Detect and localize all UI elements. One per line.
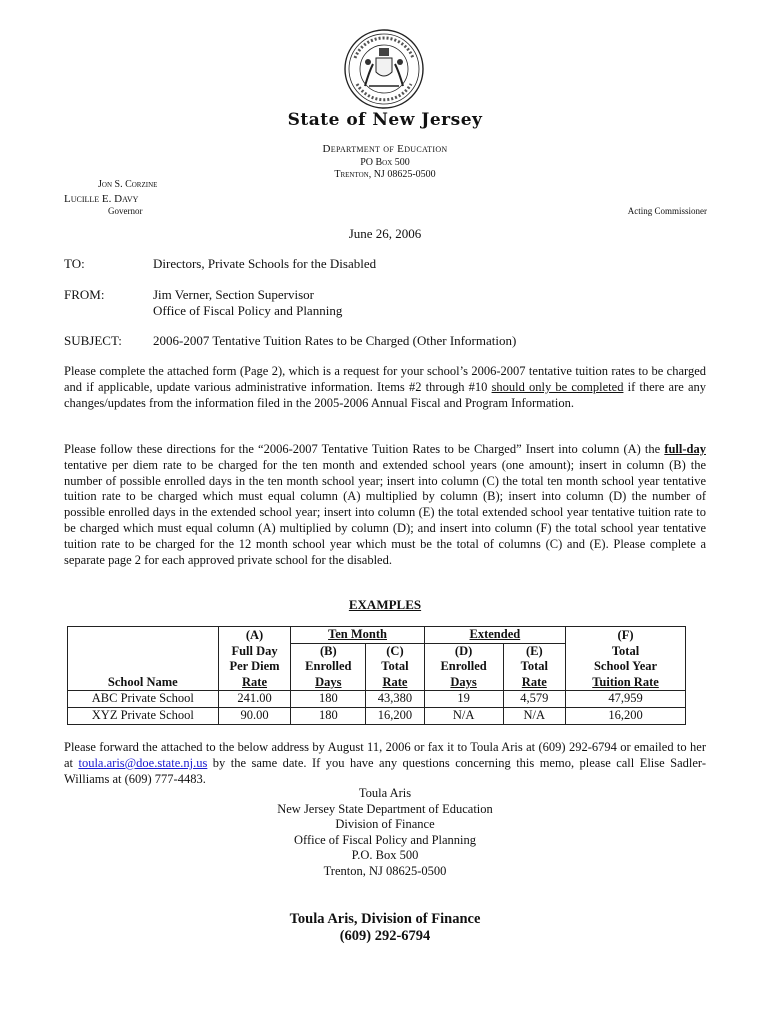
to-label: TO: <box>64 256 85 271</box>
state-title: State of New Jersey <box>287 110 483 130</box>
extended-header: Extended <box>424 627 565 644</box>
email-link[interactable]: toula.aris@doe.state.nj.us <box>78 755 208 770</box>
department-po-box: PO Box 500 <box>360 157 410 168</box>
col-d-header: (D) Enrolled Days <box>424 643 503 691</box>
footer-contact: Toula Aris, Division of Finance (609) 292-6794 <box>289 911 481 944</box>
table-header-row-1 <box>68 627 686 644</box>
subject-label: SUBJECT: <box>64 333 122 348</box>
paragraph-forward: Please forward the attached to the below address by August 11, 2006 or fax it to Toula Aris at (609) 292-6794 or emailed to her at toula.aris@doe.state.nj.us by the same date. If you have any questions concerning this memo, please call Elise Sadler-Williams at (609) 777-4483. <box>64 740 706 786</box>
should-only-be-completed-emphasis: should only be completed <box>491 379 624 394</box>
department-name: Department of Education <box>322 143 448 155</box>
to-value: Directors, Private Schools for the Disabled <box>153 256 377 271</box>
memo-date: June 26, 2006 <box>348 226 422 241</box>
col-c-header: (C) Total Rate <box>366 643 424 691</box>
subject-value: 2006-2007 Tentative Tuition Rates to be Charged (Other Information) <box>153 333 517 348</box>
paragraph-instructions: Please complete the attached form (Page 2), which is a request for your school’s 2006-2007 tentative tuition rates to be charged and if applicable, update various administrative information. Items #2 through #10 should only be completed if there are any changes/updates from the information filed in the 2005-2006 Annual Fiscal and Program Information. <box>64 364 706 410</box>
examples-table <box>67 626 686 725</box>
from-label: FROM: <box>64 287 105 302</box>
table-row: ABC Private School 241.00 180 43,380 19 4,579 47,959 <box>68 691 686 708</box>
from-value <box>153 287 342 319</box>
full-day-emphasis: full-day <box>664 442 706 456</box>
col-e-header: (E) Total Rate <box>503 643 566 691</box>
col-f-header: (F) Total School Year Tuition Rate <box>566 627 686 691</box>
col-a-header: (A) Full Day Per Diem Rate <box>218 627 291 691</box>
from-line-1: Jim Verner, Section Supervisor <box>153 287 314 302</box>
table-row: XYZ Private School 90.00 180 16,200 N/A N/A 16,200 <box>68 707 686 724</box>
paragraph-directions: Please follow these directions for the “2006-2007 Tentative Tuition Rates to be Charged” Insert into column (A) the full-day tentative per diem rate to be charged for the ten month and extended school years (one amount); insert in column (B) the number of possible enrolled days in the ten month school year; insert into column (C) the total ten month school year tentative tuition rate to be charged which must equal column (A) multiplied by column (B); insert into column (D) the number of possible enrolled days in the extended school year; insert into column (E) the total extended school year tentative tuition rate to be charged which must equal column (A) multiplied by column (D); and insert into column (F) the total school year tentative tuition rate to be charged for the 12 month school year which must be the total of columns (C) and (E). Please complete a separate page 2 for each approved private school for the disabled. <box>64 442 706 567</box>
school-name-header: School Name <box>107 674 178 689</box>
governor-title: Governor <box>108 206 143 216</box>
col-b-header: (B) Enrolled Days <box>291 643 366 691</box>
department-city: Trenton, NJ 08625-0500 <box>334 169 436 180</box>
commissioner-name: Lucille E. Davy <box>64 193 139 205</box>
ten-month-header: Ten Month <box>291 627 424 644</box>
state-seal-icon <box>343 28 425 110</box>
commissioner-title: Acting Commissioner <box>627 206 707 216</box>
examples-title: EXAMPLES <box>348 597 422 612</box>
mailing-address: Toula Aris New Jersey State Department of Education Division of Finance Office of Fiscal Policy and Planning P.O. Box 500 Trenton, NJ 08625-0500 <box>277 786 493 878</box>
from-line-2: Office of Fiscal Policy and Planning <box>153 303 343 318</box>
governor-name: Jon S. Corzine <box>98 180 158 189</box>
